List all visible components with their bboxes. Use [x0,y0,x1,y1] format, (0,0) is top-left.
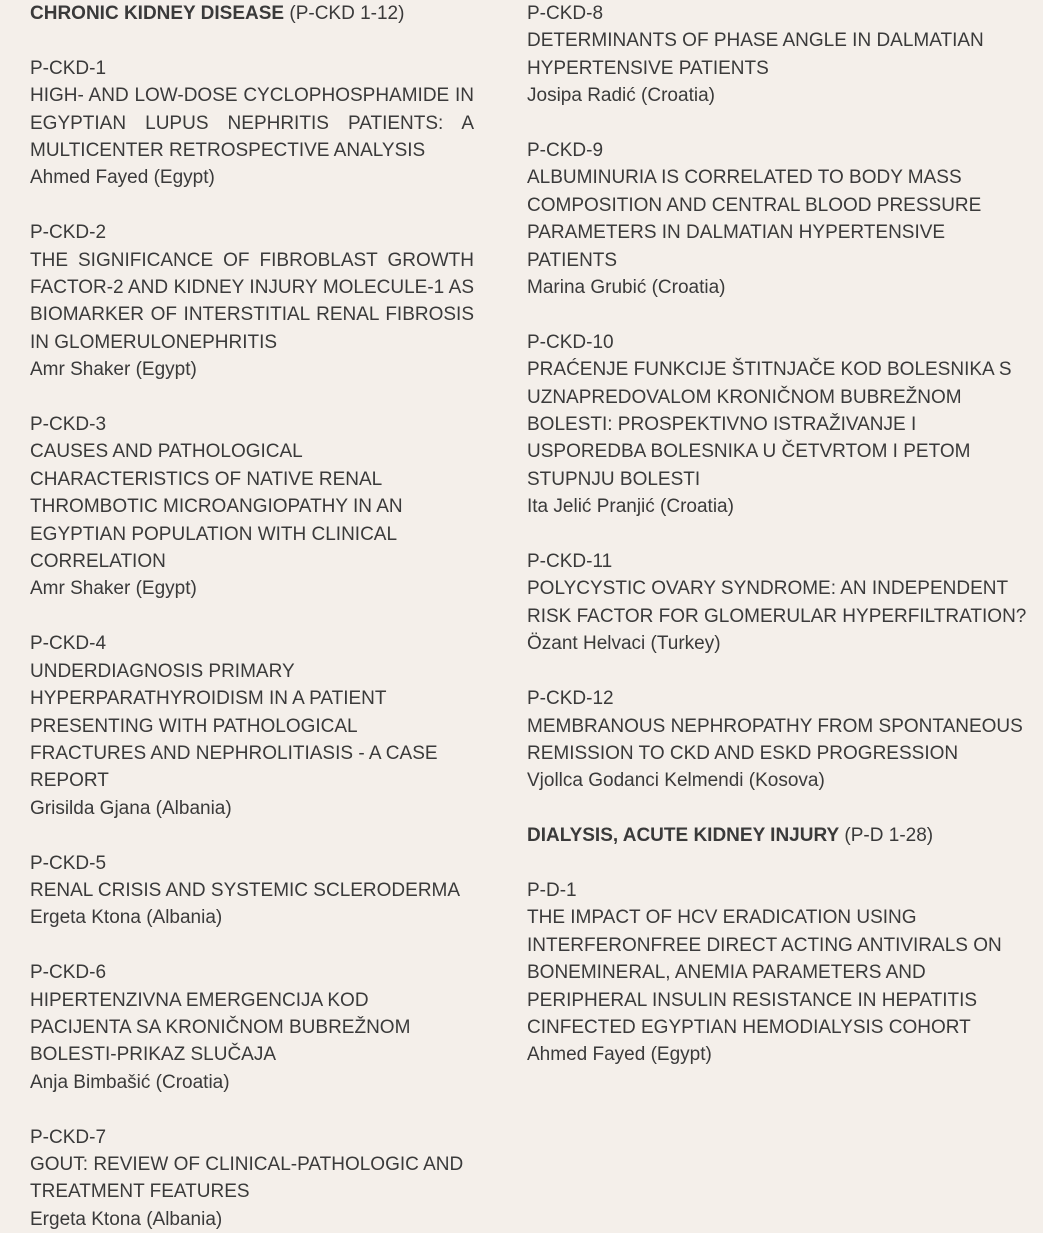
abstract-author: Ita Jelić Pranjić (Croatia) [527,496,734,518]
section-heading-ckd [30,0,474,27]
abstract-code: P-CKD-9 [527,140,604,162]
abstract-code: P-CKD-6 [30,962,107,984]
abstract-author: Anja Bimbašić (Croatia) [30,1071,230,1093]
abstract-author: Ahmed Fayed (Egypt) [527,1044,712,1066]
abstract-title: THE SIGNIFICANCE OF FIBROBLAST GROWTH FACTOR-2 AND KIDNEY INJURY MOLECULE-1 AS BIOMARKER OF INTERSTITIAL RENAL FIBROSIS IN GLOMERULONEPHRITIS [30,249,474,353]
section-title: DIALYSIS, ACUTE KIDNEY INJURY [527,825,840,847]
left-column [30,0,474,1233]
abstract-title: RENAL CRISIS AND SYSTEMIC SCLERODERMA [30,879,461,901]
right-column [527,0,1027,1069]
abstract-entry [527,0,1027,110]
abstract-author: Marina Grubić (Croatia) [527,277,726,299]
abstract-author: Josipa Radić (Croatia) [527,85,715,107]
abstract-entry [527,685,1027,795]
abstract-entry [30,850,474,932]
abstract-title: THE IMPACT OF HCV ERADICATION USING INTERFERONFREE DIRECT ACTING ANTIVIRALS ON BONEMINERAL, ANEMIA PARAMETERS AND PERIPHERAL INSULIN RESISTANCE IN HEPATITIS CINFECTED EGYPTIAN HEMODIALYSIS COHORT [527,907,1002,1038]
abstract-code: P-D-1 [527,879,577,901]
abstract-code: P-CKD-10 [527,331,614,353]
abstract-code: P-CKD-2 [30,222,107,244]
abstract-entry [30,411,474,603]
abstract-code: P-CKD-7 [30,1126,107,1148]
abstract-code: P-CKD-5 [30,852,107,874]
abstract-title: CAUSES AND PATHOLOGICAL CHARACTERISTICS OF NATIVE RENAL THROMBOTIC MICROANGIOPATHY IN AN EGYPTIAN POPULATION WITH CLINICAL CORRELATION [30,441,403,573]
abstract-entry [527,329,1027,521]
section-title: CHRONIC KIDNEY DISEASE [30,3,285,24]
abstract-author: Grisilda Gjana (Albania) [30,797,232,819]
abstract-code: P-CKD-3 [30,414,107,436]
abstract-author: Amr Shaker (Egypt) [30,578,197,600]
abstract-code: P-CKD-4 [30,633,107,655]
abstract-code: P-CKD-11 [527,551,613,573]
abstract-entry [30,1124,474,1233]
abstract-entry [527,877,1027,1069]
abstract-title: POLYCYSTIC OVARY SYNDROME: AN INDEPENDENT RISK FACTOR FOR GLOMERULAR HYPERFILTRATION? [527,578,1027,627]
section-range: (P-D 1-28) [839,825,934,847]
abstract-title: UNDERDIAGNOSIS PRIMARY HYPERPARATHYROIDISM IN A PATIENT PRESENTING WITH PATHOLOGICAL FRACTURES AND NEPHROLITIASIS - A CASE REPORT [30,660,438,792]
abstract-entry [30,219,474,383]
abstract-title: DETERMINANTS OF PHASE ANGLE IN DALMATIAN HYPERTENSIVE PATIENTS [527,30,984,79]
abstract-author: Vjollca Godanci Kelmendi (Kosova) [527,770,825,792]
abstract-entry [527,137,1027,301]
abstract-title: ALBUMINURIA IS CORRELATED TO BODY MASS COMPOSITION AND CENTRAL BLOOD PRESSURE PARAMETERS IN DALMATIAN HYPERTENSIVE PATIENTS [527,167,982,271]
section-heading-dialysis [527,822,1027,849]
abstract-entry [30,630,474,822]
abstract-entry [30,959,474,1096]
abstract-code: P-CKD-8 [527,3,604,24]
abstract-author: Ahmed Fayed (Egypt) [30,167,215,189]
section-range: (P-CKD 1-12) [284,3,405,24]
abstract-entry [30,55,474,192]
abstract-title: PRAĆENJE FUNKCIJE ŠTITNJAČE KOD BOLESNIKA S UZNAPREDOVALOM KRONIČNOM BUBREŽNOM BOLESTI: PROSPEKTIVNO ISTRAŽIVANJE I USPOREDBA BOLESNIKA U ČETVRTOM I PETOM STUPNJU BOLESTI [527,359,1012,490]
abstract-title: MEMBRANOUS NEPHROPATHY FROM SPONTANEOUS REMISSION TO CKD AND ESKD PROGRESSION [527,715,1023,764]
abstract-author: Ergeta Ktona (Albania) [30,1208,223,1230]
abstract-title: GOUT: REVIEW OF CLINICAL-PATHOLOGIC AND TREATMENT FEATURES [30,1153,464,1203]
abstract-title: HIPERTENZIVNA EMERGENCIJA KOD PACIJENTA SA KRONIČNOM BUBREŽNOM BOLESTI-PRIKAZ SLUČAJA [30,989,411,1066]
abstract-code: P-CKD-1 [30,57,107,79]
abstract-code: P-CKD-12 [527,688,614,710]
abstract-entry [527,548,1027,658]
abstract-author: Özant Helvaci (Turkey) [527,633,721,655]
abstract-title: HIGH- AND LOW-DOSE CYCLOPHOSPHAMIDE IN EGYPTIAN LUPUS NEPHRITIS PATIENTS: A MULTICENTER RETROSPECTIVE ANALYSIS [30,85,474,162]
abstract-author: Amr Shaker (Egypt) [30,359,197,381]
abstract-author: Ergeta Ktona (Albania) [30,907,223,929]
